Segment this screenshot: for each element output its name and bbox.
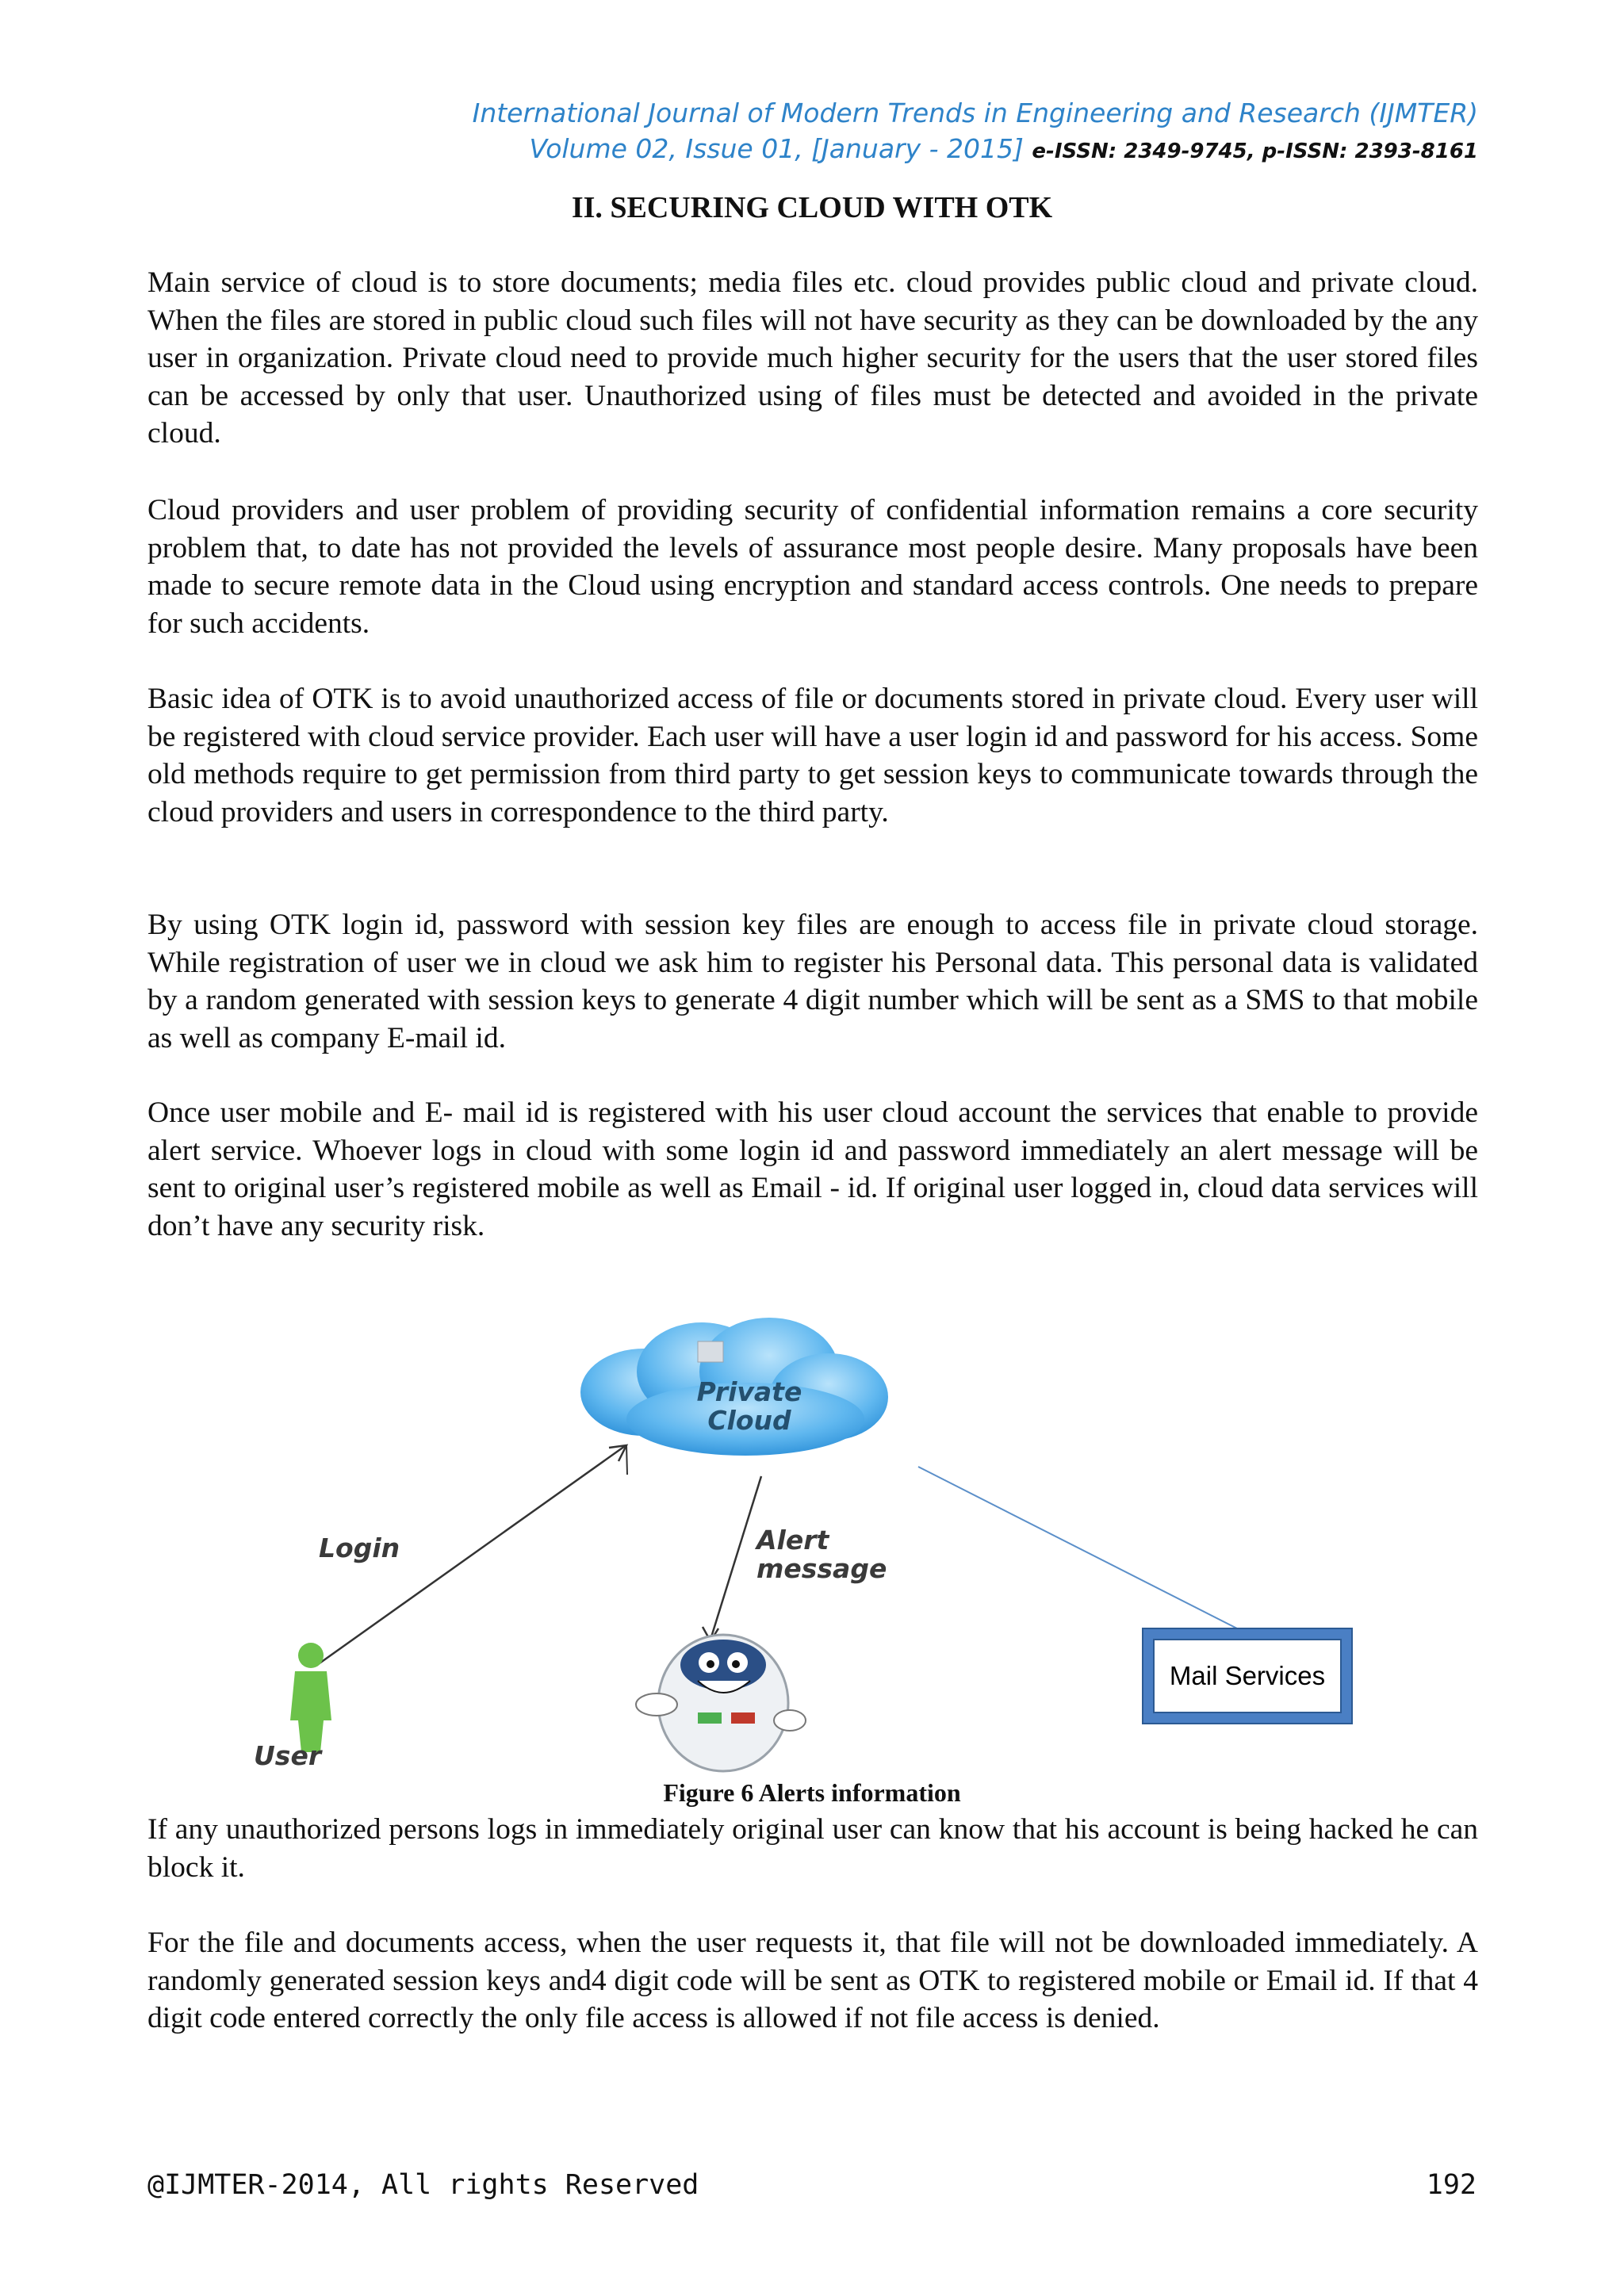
login-label: Login <box>319 1533 400 1563</box>
user-label: User <box>254 1740 322 1771</box>
paragraph-2: Cloud providers and user problem of providing security of confidential information remains a core security problem that, to date has not provided the levels of assurance most people desire. Many proposals have been made to secure remote data in the Cloud using encryption and standard access controls. One needs to prepare for such accidents. <box>147 494 1478 640</box>
figure-caption: Figure 6 Alerts information <box>663 1778 961 1807</box>
footer-copyright: @IJMTER-2014, All rights Reserved <box>147 2169 699 2201</box>
journal-header <box>473 95 1478 170</box>
mail-services-label: Mail Services <box>1153 1639 1342 1713</box>
alert-message-label <box>756 1526 887 1583</box>
journal-title: International Journal of Modern Trends in Engineering and Research (IJMTER) <box>472 98 1478 128</box>
mobile-phone-icon <box>636 1635 806 1771</box>
paragraph-4: By using OTK login id, password with session key files are enough to access file in private cloud storage. While registration of user we in cloud we ask him to register his Personal data. This personal data is validated by a random generated with session keys to generate 4 digit number which will be sent as a SMS to that mobile as well as company E-mail id. <box>147 909 1478 1054</box>
cloud-label-line2: Cloud <box>707 1405 791 1436</box>
footer-page-number: 192 <box>1426 2169 1477 2201</box>
paragraph-5: Once user mobile and E- mail id is registered with his user cloud account the services that enable to provide alert service. Whoever logs in cloud with some login id and password immediately an alert message will be sent to original user’s registered mobile as well as Email - id. If original user logged in, cloud data services will don’t have any security risk. <box>147 1096 1478 1242</box>
section-title: II. SECURING CLOUD WITH OTK <box>571 191 1053 224</box>
cloud-label <box>678 1378 821 1435</box>
alert-label-line2: message <box>756 1553 887 1584</box>
paragraph-3: Basic idea of OTK is to avoid unauthorized access of file or documents stored in private cloud. Every user will be registered with cloud service provider. Each user will have a user login id and password for his access. Some old methods require to get permission from third party to get session keys to communicate towards through the cloud providers and users in correspondence to the third party. <box>147 683 1478 828</box>
paragraph-1: Main service of cloud is to store documents; media files etc. cloud provides public cloud and private cloud. When the files are stored in public cloud such files will not have security as they can be downloaded by the any user in organization. Private cloud need to provide much higher security for the users that the user stored files can be accessed by only that user. Unauthorized using of files must be detected and avoided in the private cloud. <box>147 266 1478 450</box>
alerts-figure <box>238 1308 1404 1776</box>
paragraph-7: For the file and documents access, when the user requests it, that file will not be downloaded immediately. A randomly generated session keys and4 digit code will be sent as OTK to registered mobile or Email id. If that 4 digit code entered correctly the only file access is allowed if not file access is denied. <box>147 1927 1478 2034</box>
mail-connector-line <box>918 1467 1239 1629</box>
cloud-label-line1: Private <box>696 1376 802 1407</box>
alert-label-line1: Alert <box>756 1525 829 1556</box>
journal-volume-line <box>473 131 1478 170</box>
journal-issn: e-ISSN: 2349-9745, p-ISSN: 2393-8161 <box>1032 140 1478 163</box>
alert-arrow <box>703 1476 761 1641</box>
journal-volume: Volume 02, Issue 01, [January - 2015] <box>529 133 1024 164</box>
mail-services-box <box>1142 1628 1353 1724</box>
paragraph-6: If any unauthorized persons logs in immediately original user can know that his account is being hacked he can block it. <box>147 1813 1478 1884</box>
